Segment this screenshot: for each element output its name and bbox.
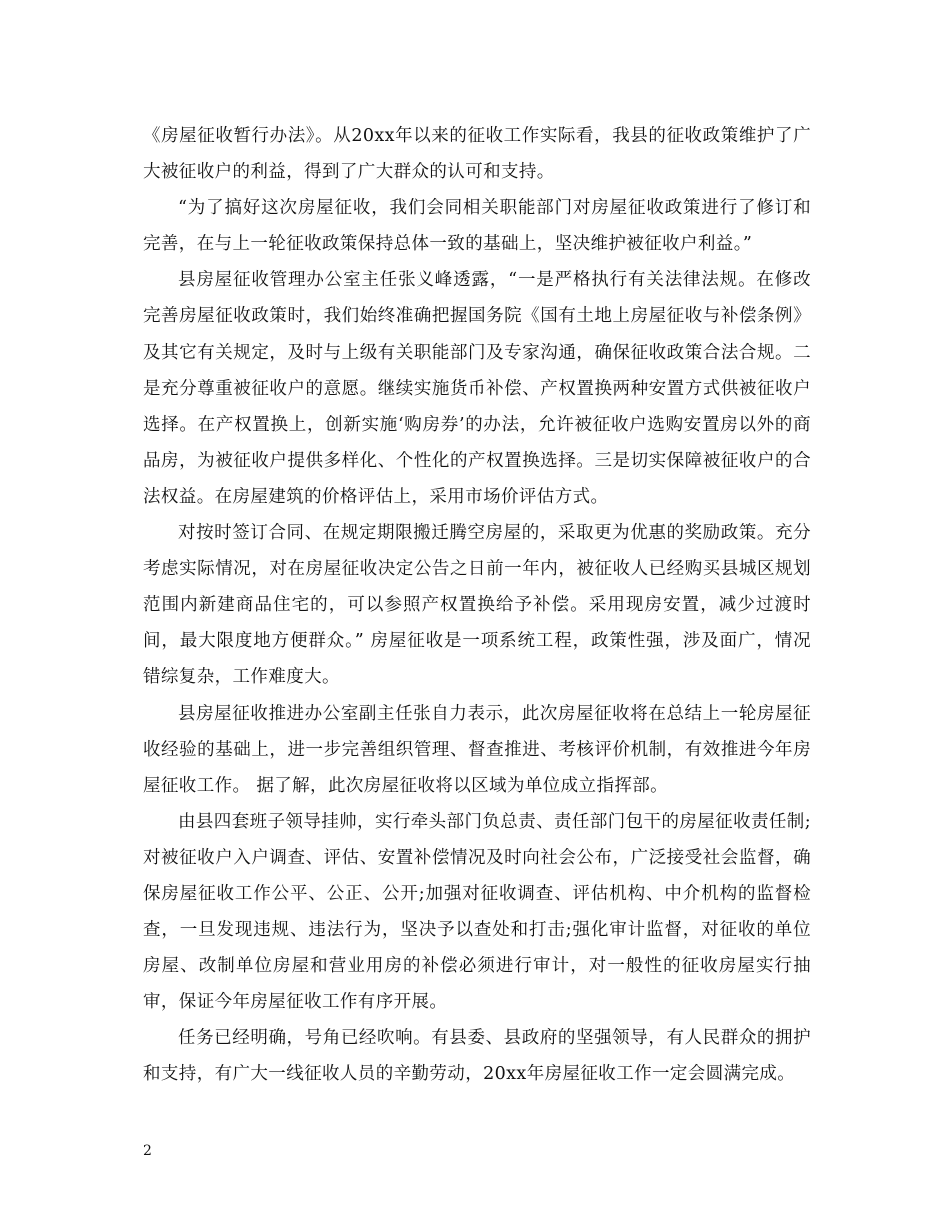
paragraph-deputy-director: 县房屋征收推进办公室副主任张自力表示，此次房屋征收将在总结上一轮房屋征收经验的基础上，进一步完善组织管理、督查推进、考核评价机制，有效推进今年房屋征收工作。 据了解，此次房屋征收将以区域为单位成立指挥部。 bbox=[143, 703, 811, 796]
page-number: 2 bbox=[143, 1143, 152, 1159]
paragraph-conclusion: 任务已经明确，号角已经吹响。有县委、县政府的坚强领导，有人民群众的拥护和支持，有广大一线征收人员的辛勤劳动，20xx年房屋征收工作一定会圆满完成。 bbox=[143, 1028, 811, 1085]
paragraph-office-director: 县房屋征收管理办公室主任张义峰透露，“一是严格执行有关法律法规。在修改完善房屋征收政策时，我们始终准确把握国务院《国有土地上房屋征收与补偿条例》及其它有关规定，及时与上级有关职能部门及专家沟通，确保征收政策合法合规。二是充分尊重被征收户的意愿。继续实施货币补偿、产权置换两种安置方式供被征收户选择。在产权置换上，创新实施‘购房券’的办法，允许被征收户选购安置房以外的商品房，为被征收户提供多样化、个性化的产权置换选择。三是切实保障被征收户的合法权益。在房屋建筑的价格评估上，采用市场价评估方式。 bbox=[143, 270, 811, 507]
document-body bbox=[143, 118, 811, 1093]
paragraph-continued: 《房屋征收暂行办法》。从20xx年以来的征收工作实际看，我县的征收政策维护了广大被征收户的利益，得到了广大群众的认可和支持。 bbox=[143, 126, 811, 183]
paragraph-incentive-policy: 对按时签订合同、在规定期限搬迁腾空房屋的，采取更为优惠的奖励政策。充分考虑实际情况，对在房屋征收决定公告之日前一年内，被征收人已经购买县城区规划范围内新建商品住宅的，可以参照产权置换给予补偿。采用现房安置，减少过渡时间，最大限度地方便群众。” 房屋征收是一项系统工程，政策性强，涉及面广，情况错综复杂，工作难度大。 bbox=[143, 523, 811, 688]
paragraph-quote-policy: “为了搞好这次房屋征收，我们会同相关职能部门对房屋征收政策进行了修订和完善，在与上一轮征收政策保持总体一致的基础上，坚决维护被征收户利益。” bbox=[143, 198, 811, 255]
paragraph-responsibility-system: 由县四套班子领导挂帅，实行牵头部门负总责、责任部门包干的房屋征收责任制;对被征收户入户调查、评估、安置补偿情况及时向社会公布，广泛接受社会监督，确保房屋征收工作公平、公正、公开;加强对征收调查、评估机构、中介机构的监督检查，一旦发现违规、违法行为，坚决予以查处和打击;强化审计监督，对征收的单位房屋、改制单位房屋和营业用房的补偿必须进行审计，对一般性的征收房屋实行抽审，保证今年房屋征收工作有序开展。 bbox=[143, 811, 811, 1013]
